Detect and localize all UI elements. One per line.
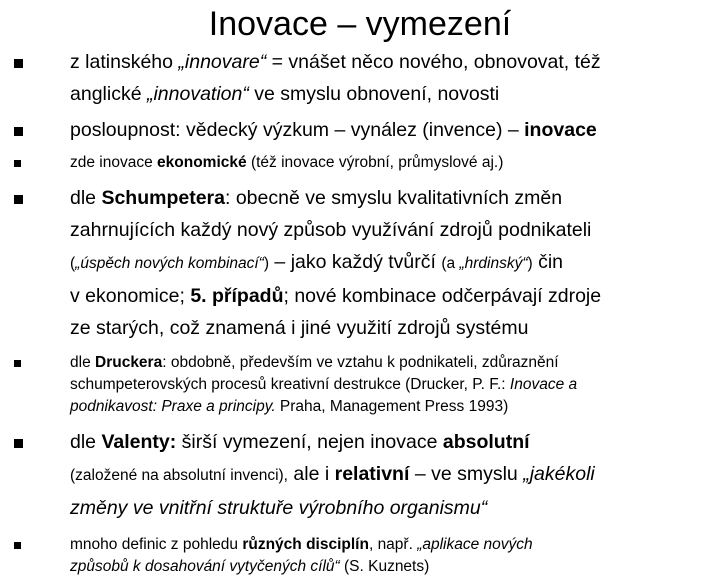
bullet-sequence [14, 114, 710, 146]
text-line: („úspěch nových kombinací“) – jako každý tvůrčí (a „hrdinský“) čin [70, 251, 564, 273]
text-line: (založené na absolutní invenci), ale i relativní – ve smyslu „jakékoli [70, 463, 595, 485]
text-line: schumpeterovských procesů kreativní destrukce (Drucker, P. F.: Inovace a [70, 376, 578, 393]
text-line: anglické „innovation“ ve smyslu obnovení, novosti [70, 83, 500, 105]
text-line: dle Druckera: obdobně, především ve vztahu k podnikateli, zdůraznění [70, 354, 559, 371]
square-bullet-icon [14, 127, 23, 136]
text-line: mnoho definic z pohledu různých disciplín, např. „aplikace nových [70, 536, 533, 553]
square-bullet-icon [14, 542, 21, 549]
text-line: změny ve vnitřní struktuře výrobního organismu“ [70, 497, 488, 519]
text-line: v ekonomice; 5. případů; nové kombinace odčerpávají zdroje [70, 285, 602, 307]
bullet-drucker [14, 352, 710, 418]
square-bullet-icon [14, 59, 23, 68]
square-bullet-icon [14, 160, 21, 167]
bullet-disciplines [14, 534, 710, 578]
text-line: ze starých, což znamená i jiné využití zdrojů systému [70, 317, 529, 339]
bullet-schumpeter [14, 182, 710, 344]
text-line: z latinského „innovare“ = vnášet něco nového, obnovovat, též [70, 51, 601, 73]
text-line: zahrnujících každý nový způsob využívání zdrojů podnikateli [70, 219, 592, 241]
bullet-latin-origin [14, 46, 710, 110]
text-line: dle Schumpetera: obecně ve smyslu kvalitativních změn [70, 187, 563, 209]
bullet-valenta [14, 426, 710, 524]
square-bullet-icon [14, 360, 21, 367]
text-line: dle Valenty: širší vymezení, nejen inovace absolutní [70, 431, 530, 453]
text-line: posloupnost: vědecký výzkum – vynález (invence) – inovace [70, 119, 597, 141]
text-line: podnikavost: Praxe a principy. Praha, Management Press 1993) [70, 398, 509, 415]
text-line: zde inovace ekonomické (též inovace výrobní, průmyslové aj.) [70, 154, 504, 171]
slide-title: Inovace – vymezení [208, 5, 512, 43]
square-bullet-icon [14, 439, 23, 448]
square-bullet-icon [14, 195, 23, 204]
bullet-list [14, 46, 710, 578]
bullet-economic [14, 152, 710, 174]
text-line: způsobů k dosahování vytyčených cílů“ (S. Kuznets) [70, 558, 430, 575]
